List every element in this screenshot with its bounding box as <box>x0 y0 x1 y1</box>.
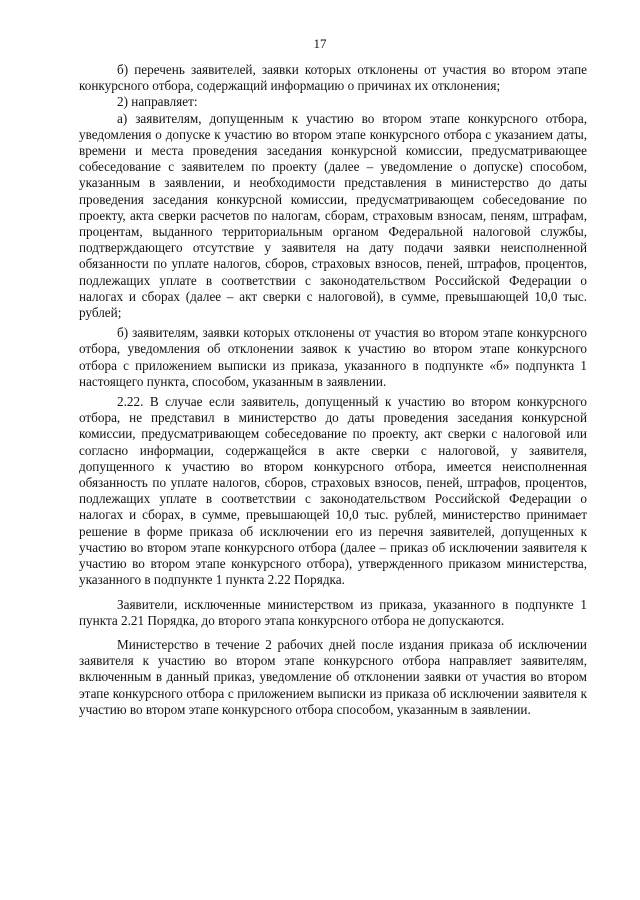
page-number: 17 <box>313 36 327 51</box>
paragraph-admission-notice: а) заявителям, допущенным к участию во втором этапе конкурсного отбора, уведомления о допуске к участию во втором этапе конкурсного отбора с указанием даты, времени и места проведения заседания конкурсной комиссии, предусматривающее собеседование с заявителем по проекту (далее – уведомление о допуске) способом, указанным в заявлении, и необходимости представления в министерство до даты проведения заседания конкурсной комиссии, предусматривающем собеседование по проекту, акта сверки расчетов по налогам, сборам, страховым взносам, пеням, штрафам, процентам, выданного территориальным органом Федеральной налоговой службы, подтверждающего отсутствие у заявителя на дату подачи заявки неисполненной обязанности по уплате налогов, сборов, страховых взносов, пеней, штрафов, процентов, подлежащих уплате в соответствии с законодательством Российской Федерации о налогах и сборах (далее – акт сверки с налоговой), в сумме, превышающей 10,0 тыс. рублей; <box>79 110 587 321</box>
paragraph-excluded-applicants: Заявители, исключенные министерством из приказа, указанного в подпункте 1 пункта 2.21 Порядка, до второго этапа конкурсного отбора не допускаются. <box>79 596 587 628</box>
paragraph-ministry-notice: Министерство в течение 2 рабочих дней после издания приказа об исключении заявителя к участию во втором этапе конкурсного отбора направляет заявителям, включенным в данный приказ, уведомление об отклонении заявки от участия во втором этапе конкурсного отбора с приложением выписки из приказа об исключении заявителя к участию во втором этапе конкурсного отбора способом, указанным в заявлении. <box>79 636 587 717</box>
paragraph-sends: 2) направляет: <box>117 94 198 110</box>
paragraph-2-22: 2.22. В случае если заявитель, допущенный к участию во втором конкурсного отбора, не представил в министерство до даты проведения заседания конкурсной комиссии, предусматривающем собеседование по проекту, акт сверки с налоговой или согласно информации, содержащейся в акте сверки с налоговой, у заявителя, допущенного к участию во втором конкурсного отбора, имеется неисполненная обязанность по уплате налогов, сборов, страховых взносов, пеней, штрафов, процентов, подлежащих уплате в соответствии с законодательством Российской Федерации о налогах и сборах, в сумме, превышающей 10,0 тыс. рублей, министерство принимает решение в форме приказа об исключении его из перечня заявителей, допущенных к участию во втором этапе конкурсного отбора (далее – приказ об исключении заявителя к участию во втором этапе конкурсного отбора), утвержденного приказом министерства, указанного в подпункте 1 пункта 2.22 Порядка. <box>79 394 587 588</box>
document-body <box>79 62 587 718</box>
paragraph-rejection-notice: б) заявителям, заявки которых отклонены от участия во втором этапе конкурсного отбора, уведомления об отклонении заявок к участию во втором этапе конкурсного отбора с приложением выписки из приказа, указанного в подпункте «б» подпункта 1 настоящего пункта, способом, указанным в заявлении. <box>79 325 587 389</box>
paragraph-list-rejected: б) перечень заявителей, заявки которых отклонены от участия во втором этапе конкурсного отбора, содержащий информацию о причинах их отклонения; <box>79 62 587 94</box>
